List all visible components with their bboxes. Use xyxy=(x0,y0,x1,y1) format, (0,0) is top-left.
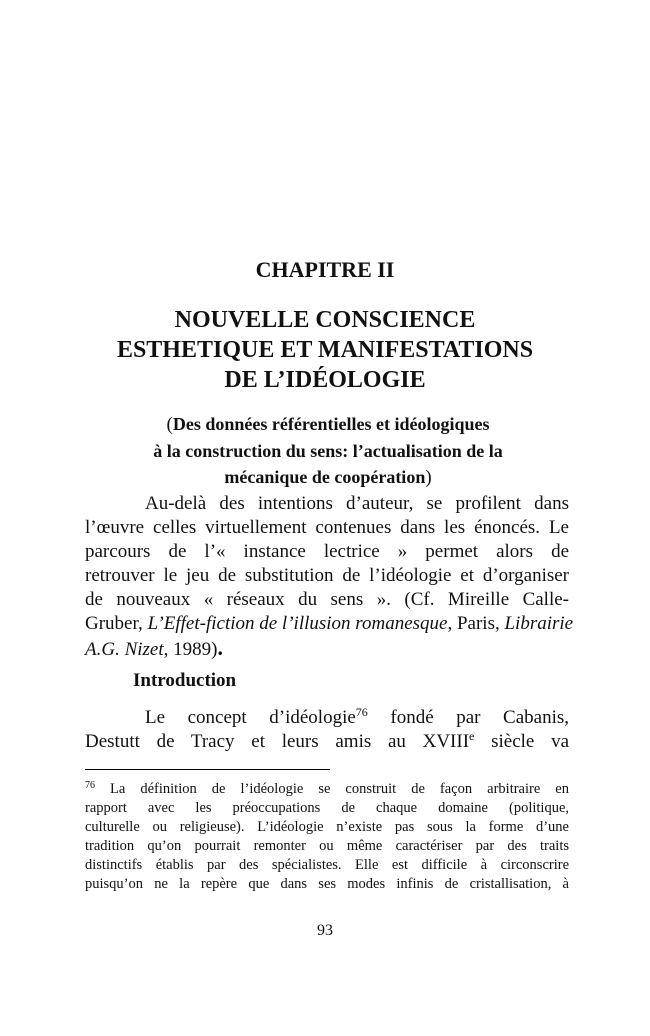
chapter-title-line: NOUVELLE CONSCIENCE xyxy=(174,307,476,333)
paragraph-line: l’œuvre celles virtuellement contenues dans les énoncés. Le xyxy=(85,517,569,538)
subtitle-line xyxy=(88,464,568,491)
publisher: Librairie xyxy=(504,613,574,634)
paragraph-line xyxy=(85,636,569,660)
subtitle-line: à la construction du sens: l’actualisation de la xyxy=(153,441,503,461)
paragraph-line: Au-delà des intentions d’auteur, se profilent dans xyxy=(145,493,569,514)
text-run: . xyxy=(217,635,223,660)
footnote-line: culturelle ou religieuse). L’idéologie n’existe pas sous la forme d’une xyxy=(85,819,569,835)
text-run: , 1989) xyxy=(163,639,218,660)
footnote-ref[interactable]: 76 xyxy=(355,705,368,719)
text-run: Destutt de Tracy et leurs amis au XVIII xyxy=(85,731,470,752)
subtitle-line xyxy=(88,411,568,438)
section-heading: Introduction xyxy=(133,670,237,691)
subtitle-text: Des données référentielles et idéologiques xyxy=(172,414,490,434)
superscript: e xyxy=(469,729,475,743)
chapter-title xyxy=(0,305,650,395)
footnote-number: 76 xyxy=(85,780,95,791)
chapter-subtitle xyxy=(88,411,568,491)
footnote-line: distinctifs établis par des spécialistes. Elle est difficile à circonscrire xyxy=(85,857,569,873)
text-run: fondé par Cabanis, xyxy=(367,707,569,728)
subtitle-open-paren: ( xyxy=(166,414,173,435)
subtitle-close-paren: ) xyxy=(425,467,432,488)
chapter-label: CHAPITRE II xyxy=(255,257,395,282)
paragraph-line: de nouveaux « réseaux du sens ». (Cf. Mireille Calle- xyxy=(85,589,569,610)
paragraph-line xyxy=(85,730,569,754)
footnote-line: tradition qu’on pourrait remonter ou même caractériser par des traits xyxy=(85,838,569,854)
footnote-line: puisqu’on ne la repère que dans ses modes infinis de cristallisation, à xyxy=(85,876,569,892)
text-run: , Paris, xyxy=(447,613,505,634)
page-number: 93 xyxy=(317,922,333,939)
paragraph-line: parcours de l’« instance lectrice » permet alors de xyxy=(85,541,569,562)
chapter-title-line: ESTHETIQUE ET MANIFESTATIONS xyxy=(116,337,534,363)
text-run: Gruber, xyxy=(85,613,148,634)
text-run: Le concept d’idéologie xyxy=(145,707,356,728)
paragraph-line xyxy=(85,706,569,730)
footnote-line: rapport avec les préoccupations de chaque domaine (politique, xyxy=(85,800,569,816)
footnote-text: La définition de l’idéologie se construit de façon arbitraire en xyxy=(95,781,569,797)
chapter-title-line: DE L’IDÉOLOGIE xyxy=(224,367,426,393)
subtitle-text: mécanique de coopération xyxy=(224,467,426,487)
paragraph-line xyxy=(85,612,574,636)
paragraph-intro xyxy=(85,706,569,754)
text-run: siècle va xyxy=(474,731,570,752)
footnote-line xyxy=(85,780,569,799)
publisher: A.G. Nizet xyxy=(85,639,164,660)
paragraph-line: retrouver le jeu de substitution de l’idéologie et d’organiser xyxy=(85,565,569,586)
footnote xyxy=(85,780,569,894)
footnote-divider xyxy=(85,769,330,770)
book-title: L’Effet-fiction de l’illusion romanesque xyxy=(147,613,448,634)
paragraph-epigraph xyxy=(85,492,574,660)
